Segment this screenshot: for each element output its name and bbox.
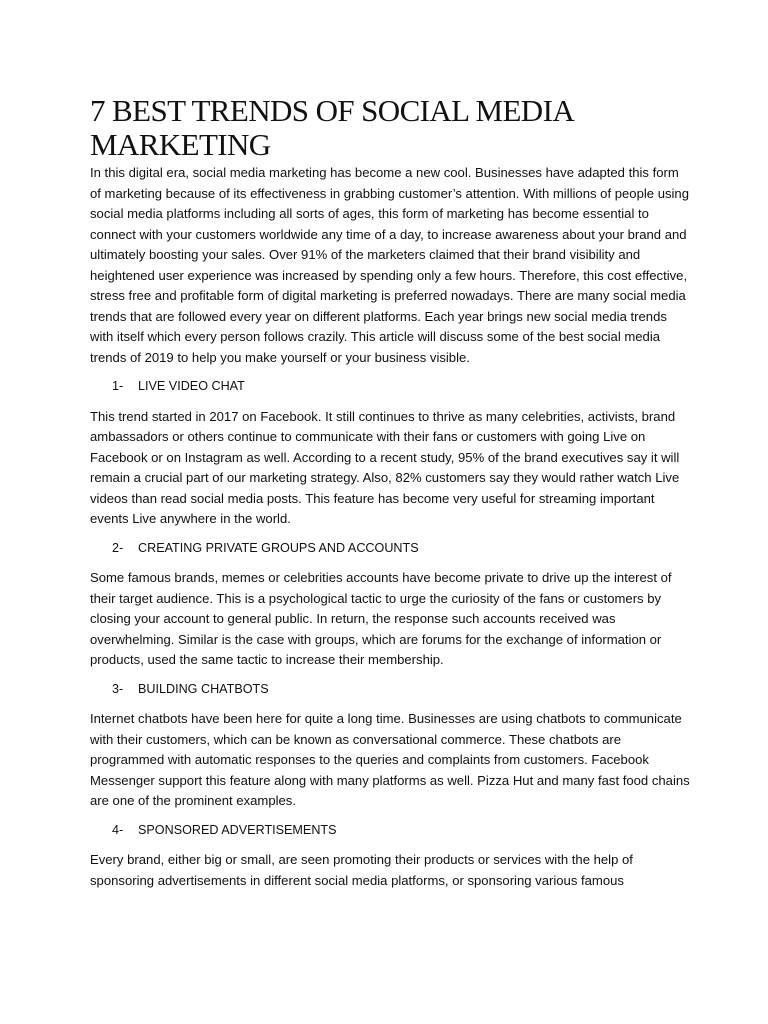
section-body-building-chatbots: Internet chatbots have been here for quite a long time. Businesses are using chatbots to communicate with their customers, which can be known as conversational commerce. These chatbots are programmed with automatic responses to the queries and complaints from customers. Facebook Messenger support this feature along with many platforms as well. Pizza Hut and many fast food chains are one of the prominent examples.: [90, 711, 690, 808]
section-body-live-video-chat: This trend started in 2017 on Facebook. It still continues to thrive as many celebrities, activists, brand ambassadors or others continue to communicate with their fans or customers with going Live on Facebook or on Instagram as well. According to a recent study, 95% of the brand executives say it will remain a crucial part of our marketing strategy. Also, 82% customers say they would rather watch Live videos than read social media posts. This feature has become very useful for streaming important events Live anywhere in the world.: [90, 408, 680, 526]
section-heading-private-groups: [112, 538, 690, 559]
section-heading-label: BUILDING CHATBOTS: [138, 681, 269, 696]
section-body-sponsored-ads: Every brand, either big or small, are seen promoting their products or services with the help of sponsoring advertisements in different social media platforms, or sponsoring various famous: [90, 852, 633, 888]
section-heading-label: CREATING PRIVATE GROUPS AND ACCOUNTS: [138, 540, 419, 555]
document-title: 7 BEST TRENDS OF SOCIAL MEDIA MARKETING: [90, 93, 573, 162]
intro-paragraph: In this digital era, social media marketing has become a new cool. Businesses have adapted this form of marketing because of its effectiveness in grabbing customer’s attention. With millions of people using social media platforms including all sorts of ages, this form of marketing has become essential to connect with your customers worldwide any time of a day, to increase awareness about your brand and ultimately boosting your sales. Over 91% of the marketers claimed that their brand visibility and heightened user experience was increased by spending only a few hours. Therefore, this cost effective, stress free and profitable form of digital marketing is preferred nowadays. There are many social media trends that are followed every year on different platforms. Each year brings new social media trends with itself which every person follows crazily. This article will discuss some of the best social media trends of 2019 to help you make yourself or your business visible.: [90, 165, 690, 365]
section-number: 4-: [112, 822, 124, 837]
section-heading-label: LIVE VIDEO CHAT: [138, 379, 245, 393]
section-number: 2-: [112, 540, 124, 555]
section-heading-building-chatbots: [112, 679, 690, 700]
section-heading-sponsored-ads: [112, 820, 690, 841]
section-heading-live-video-chat: [112, 376, 690, 397]
section-number: 1-: [112, 379, 124, 393]
section-heading-label: SPONSORED ADVERTISEMENTS: [138, 822, 337, 837]
section-number: 3-: [112, 681, 124, 696]
document-page: [90, 94, 690, 891]
section-body-private-groups: Some famous brands, memes or celebrities accounts have become private to drive up the interest of their target audience. This is a psychological tactic to urge the curiosity of the fans or customers by closing your account to general public. In return, the response such accounts received was overwhelming. Similar is the case with groups, which are forums for the exchange of information or products, used the same tactic to increase their membership.: [90, 570, 672, 667]
